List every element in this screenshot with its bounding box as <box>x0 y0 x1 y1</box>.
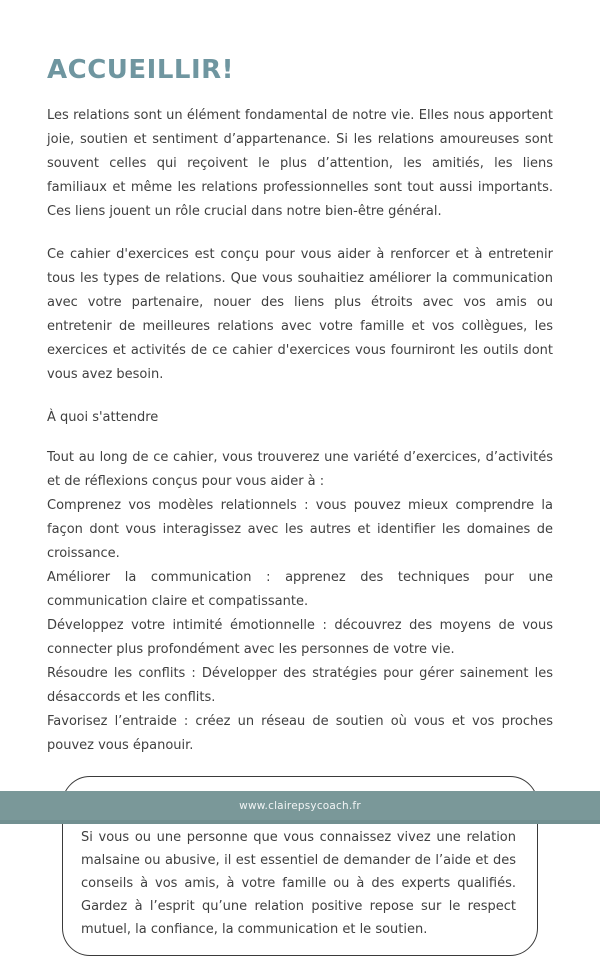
footer-website-url: www.clairepsycoach.fr <box>239 799 361 812</box>
list-item: Améliorer la communication : apprenez des techniques pour une communication claire et compatissante. <box>47 570 553 609</box>
callout-body-text: Si vous ou une personne que vous connaissez vivez une relation malsaine ou abusive, il est essentiel de demander de l’aide et des conseils à vos amis, à votre famille ou à des experts qualifiés. Gardez à l’esprit qu’une relation positive repose sur le respect mutuel, la confiance, la communication et le soutien. <box>81 830 516 937</box>
list-intro: Tout au long de ce cahier, vous trouverez une variété d’exercices, d’activités et de réflexions conçus pour vous aider à : <box>47 450 553 489</box>
paragraph-relations-intro: Les relations sont un élément fondamental de notre vie. Elles nous apportent joie, soutien et sentiment d’appartenance. Si les relations amoureuses sont souvent celles qui reçoivent le plus d’attention, les amitiés, les liens familiaux et même les relations professionnelles sont tout aussi importants. Ces liens jouent un rôle crucial dans notre bien-être général. <box>47 108 553 219</box>
list-item: Favorisez l’entraide : créez un réseau de soutien où vous et vos proches pouvez vous épanouir. <box>47 714 553 753</box>
list-item: Comprenez vos modèles relationnels : vous pouvez mieux comprendre la façon dont vous interagissez avec les autres et identifier les domaines de croissance. <box>47 498 553 561</box>
list-item: Développez votre intimité émotionnelle : découvrez des moyens de vous connecter plus profondément avec les personnes de votre vie. <box>47 618 553 657</box>
footer-bar <box>0 791 600 824</box>
subheading-what-to-expect: À quoi s'attendre <box>47 410 159 425</box>
page-title: ACCUEILLIR! <box>47 55 235 85</box>
expectations-list <box>47 446 553 758</box>
paragraph-workbook-purpose: Ce cahier d'exercices est conçu pour vous aider à renforcer et à entretenir tous les types de relations. Que vous souhaitiez améliorer la communication avec votre partenaire, nouer des liens plus étroits avec vos amis ou entretenir de meilleures relations avec votre famille et vos collègues, les exercices et activités de ce cahier d'exercices vous fourniront les outils dont vous avez besoin. <box>47 247 553 382</box>
list-item: Résoudre les conflits : Développer des stratégies pour gérer sainement les désaccords et les conflits. <box>47 666 553 705</box>
